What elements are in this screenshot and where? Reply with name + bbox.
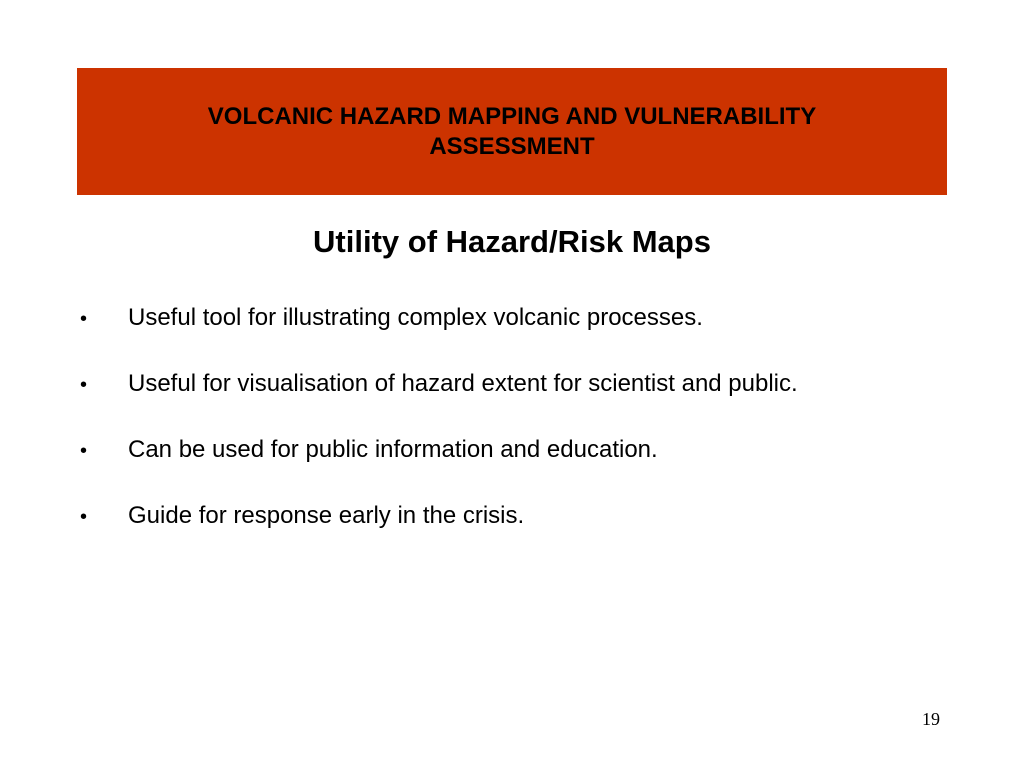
list-item	[76, 432, 976, 498]
bullet-icon: •	[80, 374, 88, 396]
page-number: 19	[922, 709, 940, 729]
list-item	[76, 366, 976, 432]
bullet-icon: •	[80, 506, 88, 528]
slide-title: VOLCANIC HAZARD MAPPING AND VULNERABILITY ASSESSMENT	[207, 102, 817, 160]
bullet-icon: •	[80, 440, 88, 462]
slide-subtitle: Utility of Hazard/Risk Maps	[313, 224, 711, 259]
bullet-text: Useful tool for illustrating complex volcanic processes.	[128, 304, 703, 331]
bullet-text: Useful for visualisation of hazard extent for scientist and public.	[128, 370, 798, 397]
bullet-text: Guide for response early in the crisis.	[128, 502, 525, 529]
title-banner	[77, 68, 947, 195]
bullet-text: Can be used for public information and education.	[128, 436, 658, 463]
list-item	[76, 498, 976, 564]
bullet-icon: •	[80, 308, 88, 330]
bullet-list	[76, 300, 976, 564]
list-item	[76, 300, 976, 366]
